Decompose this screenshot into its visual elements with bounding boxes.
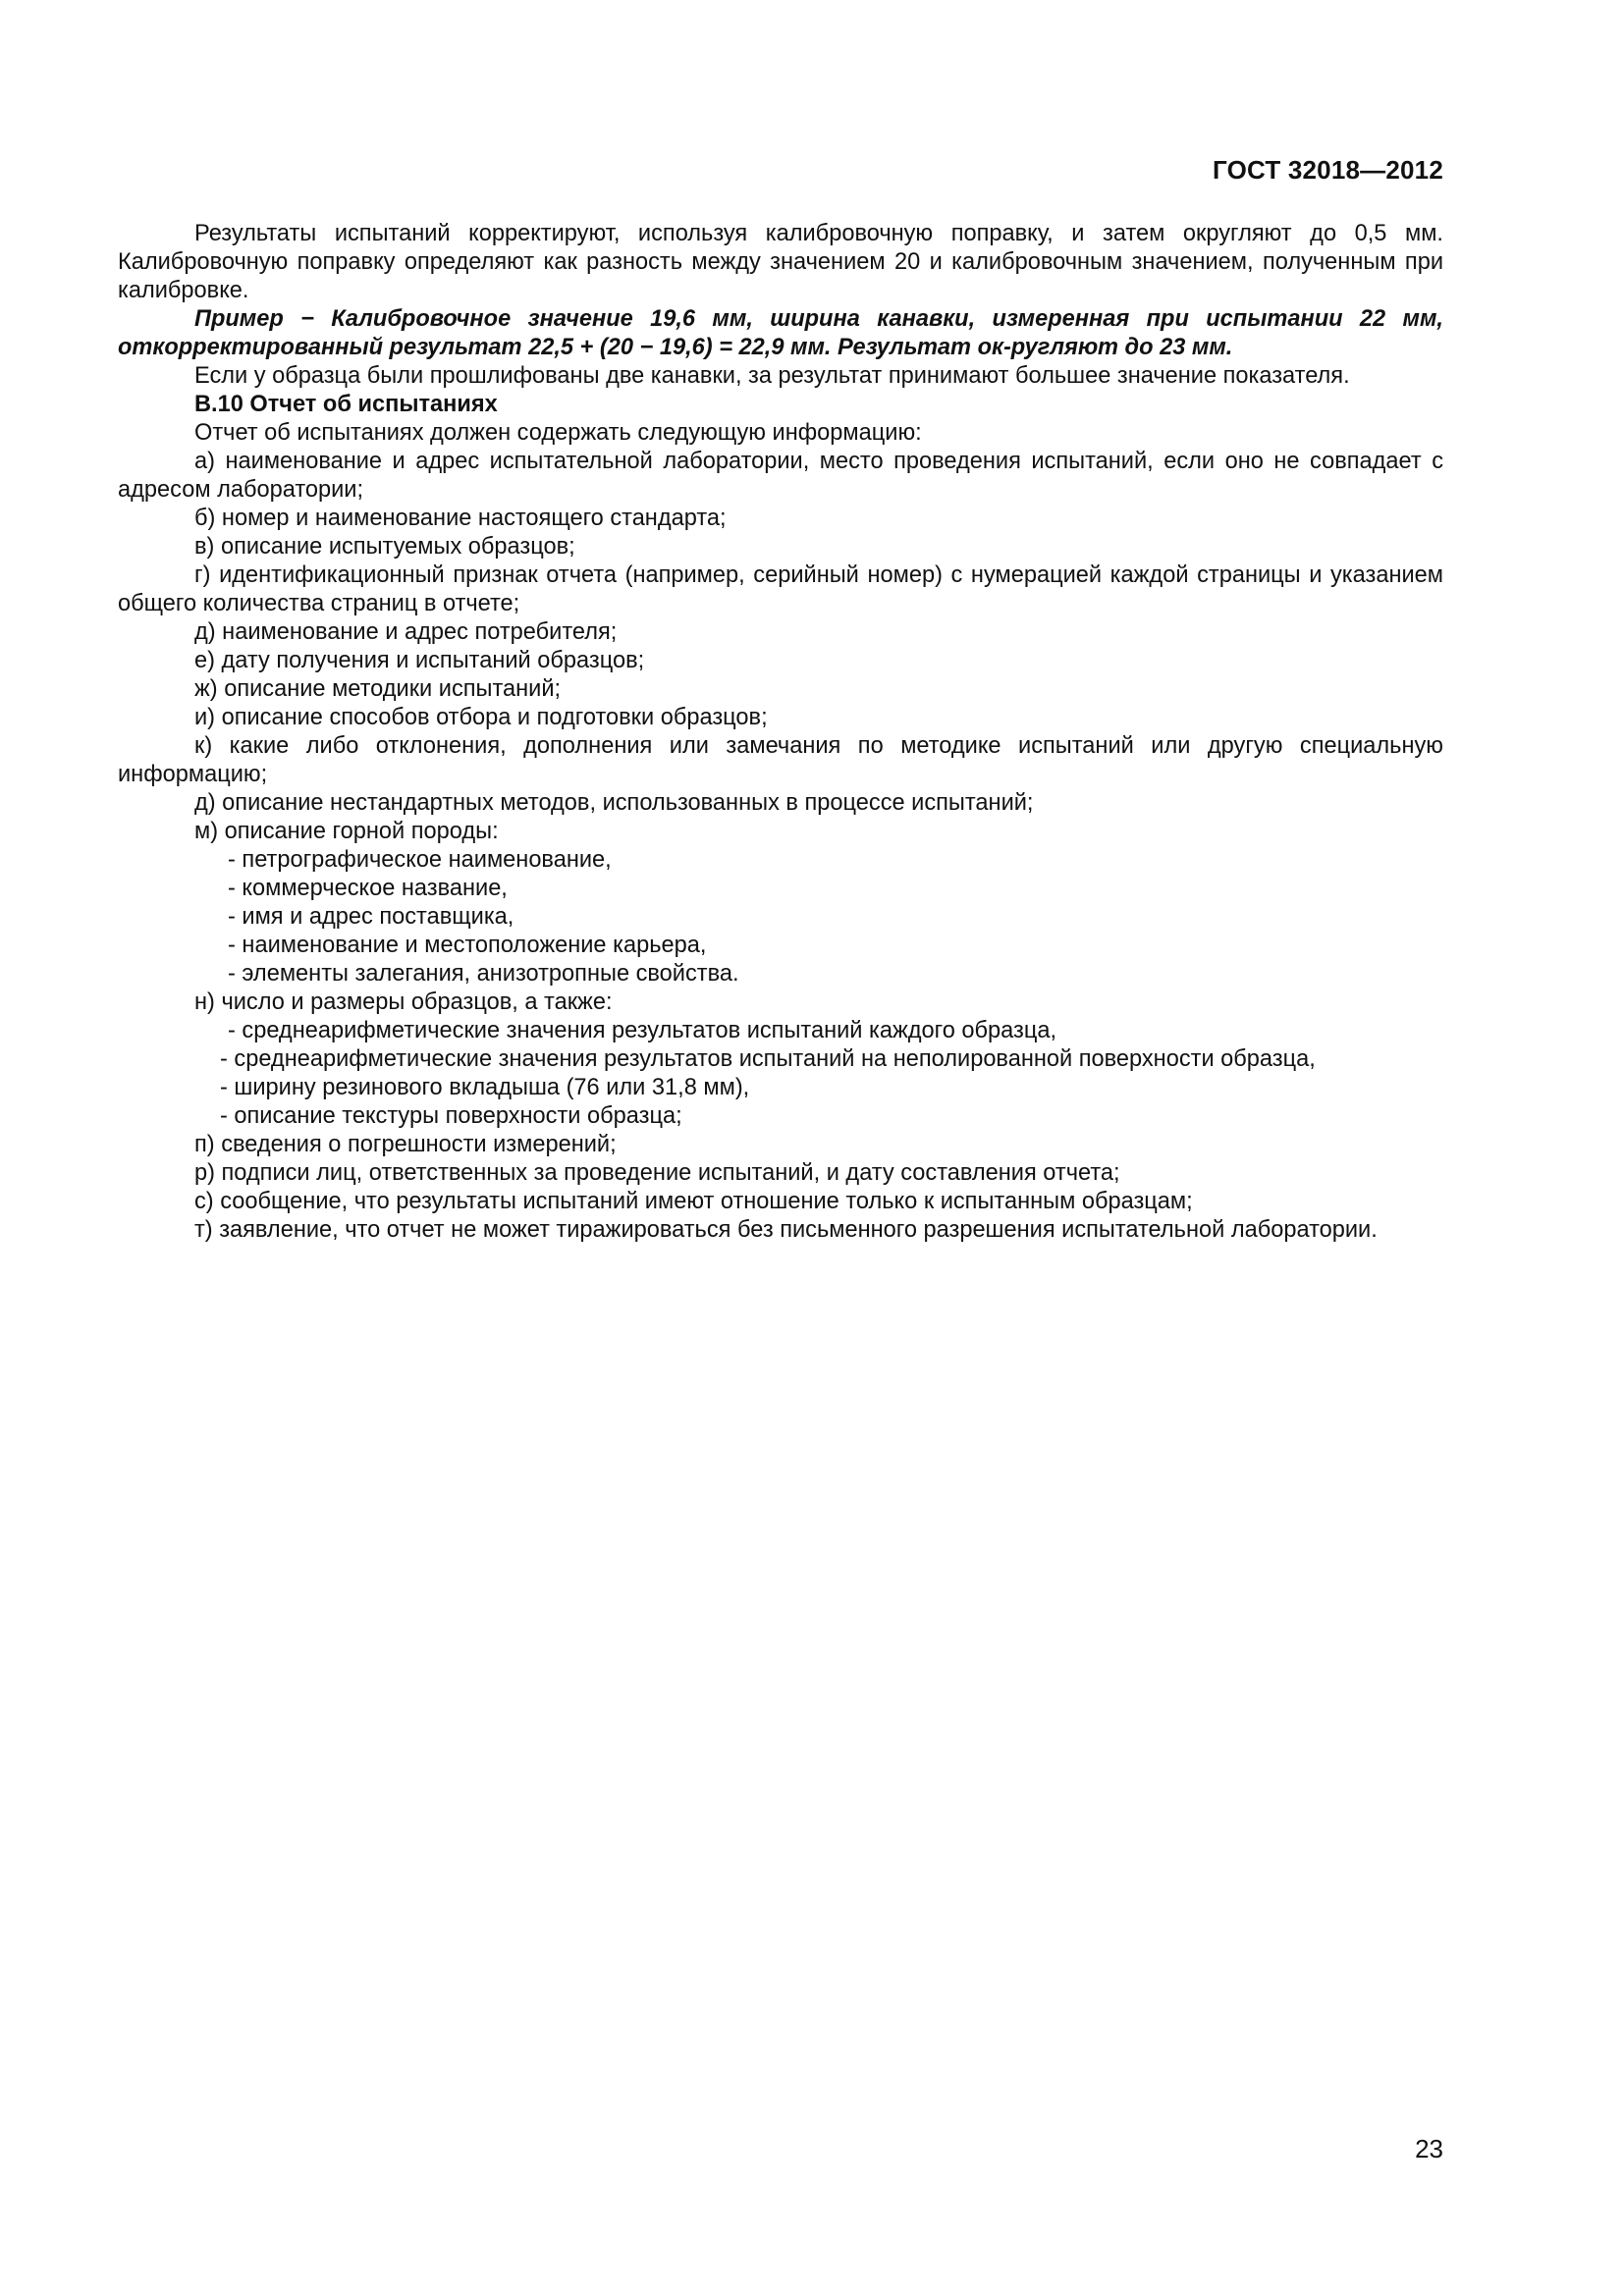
list-item-k: к) какие либо отклонения, дополнения или замечания по методике испытаний или другую специальную информацию; (118, 733, 1443, 787)
list-item-p: п) сведения о погрешности измерений; (194, 1132, 617, 1157)
list-item-a: а) наименование и адрес испытательной лаборатории, место проведения испытаний, если оно не совпадает с адресом лаборатории; (118, 449, 1443, 503)
example-paragraph: Пример − Калибровочное значение 19,6 мм, ширина канавки, измеренная при испытании 22 мм, откорректированный результат 22,5 + (20 − 19,6) = 22,9 мм. Результат ок-ругляют до 23 мм. (118, 306, 1443, 360)
list-subitem-m: - коммерческое название, (228, 876, 508, 901)
report-intro: Отчет об испытаниях должен содержать следующую информацию: (194, 420, 922, 446)
list-item-zh: ж) описание методики испытаний; (194, 676, 562, 702)
paragraph-calibration-correction: Результаты испытаний корректируют, используя калибровочную поправку, и затем округляют до 0,5 мм. Калибровочную поправку определяют как разность между значением 20 и калибровочным значением, полученным при калибровке. (118, 221, 1443, 303)
list-item-t: т) заявление, что отчет не может тиражироваться без письменного разрешения испытательной лаборатории. (194, 1217, 1378, 1243)
list-subitem-m: - петрографическое наименование, (228, 847, 612, 873)
list-item-b: б) номер и наименование настоящего стандарта; (194, 506, 727, 531)
list-subitem-m: - имя и адрес поставщика, (228, 904, 514, 930)
list-item-r: р) подписи лиц, ответственных за проведение испытаний, и дату составления отчета; (194, 1160, 1120, 1186)
list-subitem-n: - ширину резинового вкладыша (76 или 31,8 мм), (220, 1075, 750, 1100)
document-header-id: ГОСТ 32018—2012 (1213, 155, 1443, 185)
page-number: 23 (1415, 2134, 1443, 2163)
paragraph-two-grooves: Если у образца были прошлифованы две канавки, за результат принимают большее значение показателя. (194, 363, 1350, 389)
list-subitem-n: - среднеарифметические значения результатов испытаний каждого образца, (228, 1018, 1057, 1043)
list-item-g: г) идентификационный признак отчета (например, серийный номер) с нумерацией каждой страницы и указанием общего количества страниц в отчете; (118, 562, 1443, 616)
document-body (118, 220, 1443, 1245)
list-item-d2: д) описание нестандартных методов, использованных в процессе испытаний; (194, 790, 1034, 816)
list-item-m: м) описание горной породы: (194, 819, 499, 844)
list-item-v: в) описание испытуемых образцов; (194, 534, 575, 560)
list-subitem-m: - элементы залегания, анизотропные свойства. (228, 961, 739, 987)
list-item-e: е) дату получения и испытаний образцов; (194, 648, 645, 673)
list-item-s: с) сообщение, что результаты испытаний имеют отношение только к испытанным образцам; (194, 1189, 1193, 1214)
list-subitem-n: - среднеарифметические значения результатов испытаний на неполированной поверхности образца, (220, 1046, 1316, 1072)
list-subitem-m: - наименование и местоположение карьера, (228, 933, 707, 958)
list-item-d: д) наименование и адрес потребителя; (194, 619, 618, 645)
list-subitem-n: - описание текстуры поверхности образца; (220, 1103, 682, 1129)
list-item-n: н) число и размеры образцов, а также: (194, 989, 613, 1015)
section-title: В.10 Отчет об испытаниях (194, 392, 498, 417)
list-item-i: и) описание способов отбора и подготовки образцов; (194, 705, 768, 730)
